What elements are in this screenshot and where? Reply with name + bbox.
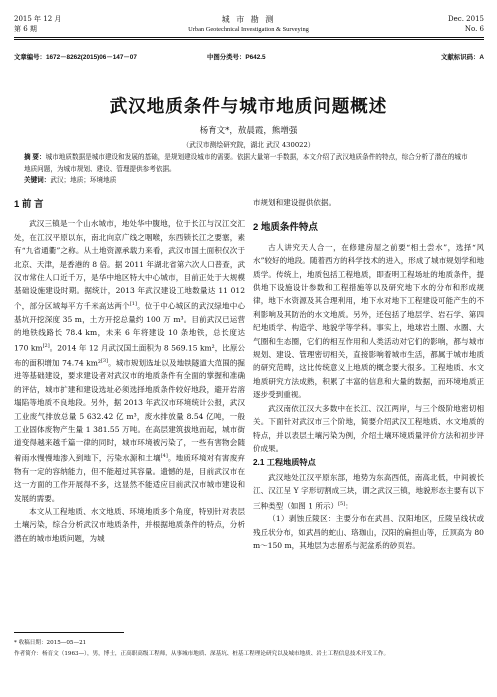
text-run: 。地质环境对有害废弃物有一定的容纳能力，但不能超过其容量。遗憾的是，目前武汉市在这一方面的工作开展得不多，这显然不能适应目前武汉市城市建设和发展的需要。 — [14, 453, 245, 503]
article-number: 文章编号：1672－8262(2015)06－147－07 — [14, 54, 137, 61]
received-date: * 收稿日期：2015—05—21 — [14, 640, 87, 646]
journal-title-en: Urban Geotechnical Investigation & Surveying — [188, 26, 309, 33]
right-column — [253, 196, 484, 553]
citation: [5] — [338, 500, 346, 507]
text-run: ： — [345, 501, 353, 511]
section-heading-intro: 1 前 言 — [14, 199, 44, 210]
subsection-heading: 2.1 工程地质特点 — [253, 458, 316, 468]
received-date-text: 收稿日期：2015—05—21 — [18, 640, 87, 646]
paper-title: 武汉地质条件与城市地质问题概述 — [109, 96, 388, 116]
abstract-label: 摘 要： — [24, 154, 46, 161]
clc-number: 中图分类号：P642.5 — [207, 54, 266, 61]
text-run: 武汉三镇是一个山水城市，地处华中腹地，位于长江与汉江交汇处，在江汉平原以东，南北向京广线之咽喉，东西锁长江之要塞，素有“九省通衢”之称。从土地资源承载力来看，武汉市国土面积仅次于北京、天津，是香港的 8 倍。据 2011 年湖北省第六次人口普查，武汉市常住人口近千万，是华中地区特大中心城市，目前正处于大规模基础设施建设时期。据统计，2013 年武汉建设工地数量达 11 012 个，部分区域每平方千米高达两个 — [14, 219, 245, 311]
authors: 杨育文*，敖晨霞，熊增强 — [199, 126, 298, 136]
keywords-label: 关键词： — [24, 177, 51, 184]
citation: [3] — [100, 357, 109, 364]
text-run: 武汉地处江汉平原东部，地势为东高西低，南高北低，中间被长江、汉江呈 Y 字形切割成三块，谓之武汉三镇，地貌形态主要有以下三种类型（如图 1 所示） — [253, 472, 484, 511]
header-date: 2015 年 12 月 — [14, 15, 62, 23]
citation: [4] — [160, 452, 168, 459]
document-code: 文献标识码：A — [441, 54, 484, 61]
section-heading-geology: 2 地质条件特点 — [253, 222, 318, 234]
left-column — [14, 196, 245, 545]
header-issue-en: No. 6 — [464, 25, 484, 33]
text-run: 。城市规划选址以及地铁隧道大范围的掘进等基础建设，要求建设者对武汉市的地质条件有全面的掌握和准确的评估，城市扩建和建设选址必须选择地质条件较好地段，避开岩溶塌陷等地质不良地段。另外，据 2013 年武汉市环境统计公报，武汉工业废气排放总量 5 632.42 亿 m³，废水排放量 8.54 亿吨，一般工业固体废物产生量 1 381.55 万吨。在高层建筑拔地而起，城市街道变得越来越千篇一律的同时，城市环境被污染了，一些有害物会随着雨水慢慢地渗入到地下，污染水源和土壤 — [14, 358, 245, 463]
continued-text: 市规划和建设提供依据。 — [253, 198, 337, 207]
geology-paragraph-2: 武汉南依江汉大多数中在长江、汉江两岸，与三个级阶地密切相关。下面针对武汉市三个阶地，简要介绍武汉工程地质、水文地质的特点，并以表层土壤污染为例，介绍土壤环境质量评价方法和初步评价成果。 — [253, 403, 484, 453]
abstract-text: 城市地质数据是城市建设和发展的基础，是规划建设城市的需要。依据大量第一手数据，本文介绍了武汉地质条件的特点，综合分析了潜在的城市地质问题，为城市规划、建设、管理提供参考依据。 — [24, 153, 468, 173]
abstract-block — [24, 152, 470, 187]
footnote — [14, 638, 484, 659]
engineering-paragraph-2: （1）剥蚀丘陵区：主要分布在武昌、汉阳地区，丘陵呈线状或残丘状分布，如武昌的蛇山、珞珈山，汉阳的扁担山等，丘顶高为 80 m～150 m，其地层为志留系与泥盆系的砂页岩。 — [253, 514, 484, 551]
header-issue: 第 6 期 — [14, 25, 37, 33]
header-rule-thin — [14, 39, 484, 40]
author-bio: 作者简介：杨育文（1963—），男，博士，正高职高级工程师，从事城市地质、深基坑、桩基工程理论研究以及城市地质、岩土工程信息技术开发工作。 — [14, 650, 390, 657]
footnote-rule — [14, 632, 124, 633]
geology-paragraph-1: 古人讲究天人合一，在修建房屋之前要“相土尝水”，选择“风水”较好的地段。随着西方的科学技术的进入，形成了城市规划学和地质学。传统上，地质包括工程地质，即查明工程场址的地质条件，提供地下设施设计参数和工程措施等以及研究地下水的分布和形成规律，地下水资源及其合理利用，地下水对地下工程建设可能产生的不利影响及其防治的水文地质。另外，还包括了地层学、岩石学、第四纪地质学、构造学、地貌学等学科。事实上，地球岩土圈、水圈、大气圈和生态圈，它们的相互作用和人类活动对它们的影响，都与城市规划、建设、管理密切相关，直接影响着城市生活，都属于城市地质的研究范畴，这比传统意义上地质的概念要大很多。工程地质、水文地质研究方法成熟，积累了丰富的信息和大量的数据，而环境地质正逐步受到重视。 — [253, 242, 484, 400]
keywords: 武汉；地质；环境地质 — [50, 176, 117, 184]
text-run: 。位于中心城区的武汉绿地中心基坑开挖深度 35 m，土方开挖总量约 100 万 m³。目前武汉已运营的地铁线路长 78.4 km，未来 6 年将建设 10 条地铁，总长度达 170 km — [14, 301, 245, 353]
citation: [1] — [129, 300, 137, 307]
header-date-en: Dec. 2015 — [448, 15, 484, 23]
engineering-paragraph-1 — [253, 471, 484, 513]
affiliation: （武汉市测绘研究院，湖北 武汉 430022） — [182, 141, 315, 149]
header-rule — [14, 37, 484, 38]
intro-paragraph-1 — [14, 217, 245, 505]
journal-title-cn: 城 市 勘 测 — [221, 15, 276, 24]
intro-paragraph-2: 本文从工程地质、水文地质、环境地质多个角度，特别针对表层土壤污染，综合分析武汉市地质条件，并根据地质条件的特点，分析潜在的城市地质问题，为城 — [14, 507, 245, 543]
text-run: 。2014 年 12 月武汉国土面积为 8 569.15 km²，比原公布的面积增加 74.74 km² — [14, 343, 245, 368]
citation: [2] — [42, 342, 50, 349]
